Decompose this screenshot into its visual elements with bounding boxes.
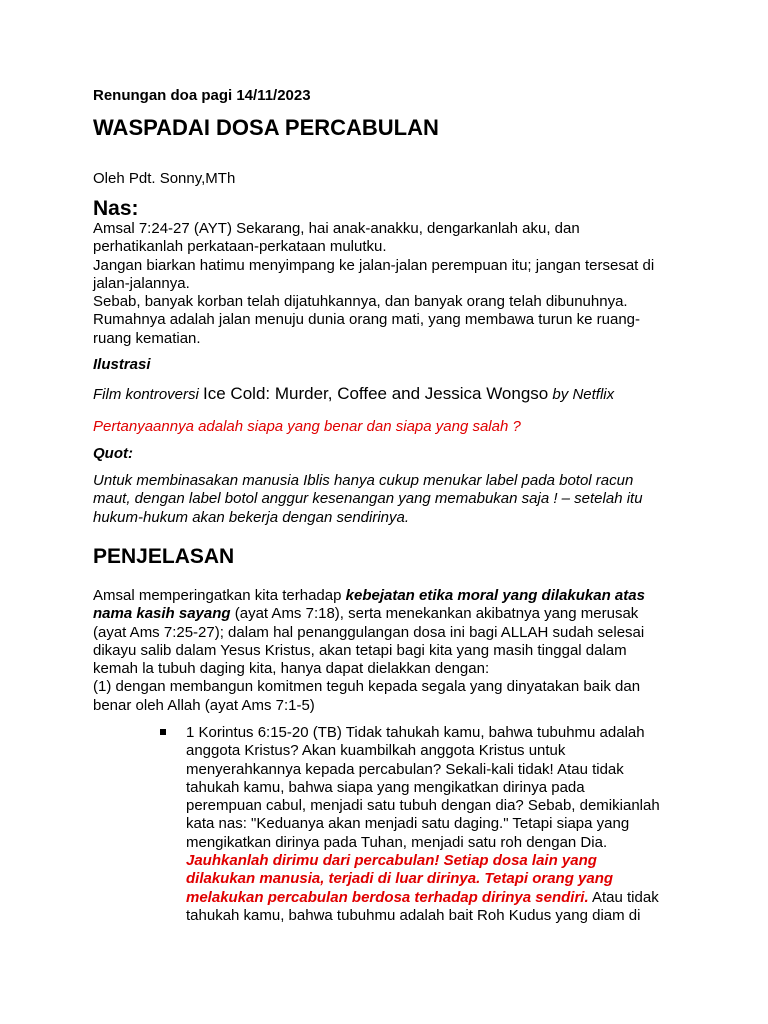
penjelasan-line: [93, 587, 683, 605]
penjelasan-line: [93, 605, 683, 623]
nas-line: ruang kematian.: [93, 329, 201, 347]
penjelasan-heading: PENJELASAN: [93, 545, 235, 568]
ilustrasi-line: [93, 384, 614, 404]
quot-heading: Quot:: [93, 445, 133, 462]
nas-line: Jangan biarkan hatimu menyimpang ke jalan-jalan perempuan itu; jangan tersesat di: [93, 256, 655, 274]
penjelasan-line: kemah la tubuh daging kita, hanya dapat dielakkan dengan:: [93, 660, 490, 678]
ilustrasi-prefix: Film kontroversi: [93, 386, 204, 403]
page-title: WASPADAI DOSA PERCABULAN: [93, 115, 439, 140]
bullet-line: 1 Korintus 6:15-20 (TB) Tidak tahukah kamu, bahwa tubuhmu adalah: [186, 724, 645, 741]
bullet-emphasis-line: dilakukan manusia, terjadi di luar dirinya. Tetapi orang yang: [186, 870, 614, 888]
penjelasan-plain: Amsal memperingatkan kita terhadap: [93, 587, 346, 604]
nas-line: Rumahnya adalah jalan menuju dunia orang mati, yang membawa turun ke ruang-: [93, 311, 640, 329]
penjelasan-line: benar oleh Allah (ayat Ams 7:1-5): [93, 696, 315, 714]
quot-line: Untuk membinasakan manusia Iblis hanya cukup menukar label pada botol racun: [93, 472, 634, 489]
ilustrasi-suffix: by Netflix: [548, 386, 615, 403]
penjelasan-line: (1) dengan membangun komitmen teguh kepada segala yang dinyatakan baik dan: [93, 678, 641, 696]
quot-line: maut, dengan label botol anggur kesenangan yang memabukan saja ! – setelah itu: [93, 490, 643, 508]
author-line: Oleh Pdt. Sonny,MTh: [93, 170, 236, 187]
bullet-after-emphasis: Atau tidak: [588, 888, 659, 906]
quot-line: hukum-hukum akan bekerja dengan sendirinya.: [93, 508, 410, 526]
ilustrasi-heading: Ilustrasi: [93, 356, 151, 373]
penjelasan-emphasis: kebejatan etika moral yang dilakukan atas: [345, 587, 645, 604]
bullet-line: kata nas: "Keduanya akan menjadi satu daging." Tetapi siapa yang: [186, 815, 630, 833]
bullet-emphasis-line: melakukan percabulan berdosa terhadap dirinya sendiri.: [186, 888, 589, 906]
bullet-text: [186, 724, 676, 925]
bullet-line: anggota Kristus? Akan kuambilkah anggota Kristus untuk: [186, 742, 566, 760]
devotion-date-subtitle: Renungan doa pagi 14/11/2023: [93, 87, 311, 104]
bullet-line: menyerahkannya kepada percabulan? Sekali-kali tidak! Atau tidak: [186, 760, 624, 778]
nas-line: Sebab, banyak korban telah dijatuhkannya, dan banyak orang telah dibunuhnya.: [93, 293, 628, 311]
bullet-line: tahukah kamu, bahwa siapa yang mengikatkan dirinya pada: [186, 778, 585, 796]
bullet-line: perempuan cabul, menjadi satu tubuh dengan dia? Sebab, demikianlah: [186, 797, 660, 815]
penjelasan-line: (ayat Ams 7:25-27); dalam hal penanggulangan dosa ini bagi ALLAH sudah selesai: [93, 623, 645, 641]
nas-passage: [93, 220, 683, 348]
film-title: Ice Cold: Murder, Coffee and Jessica Wongso: [203, 384, 549, 403]
nas-line: jalan-jalannya.: [93, 274, 190, 292]
bullet-line: mengikatkan dirinya pada Tuhan, menjadi satu roh dengan Dia.: [186, 833, 608, 851]
quot-text: [93, 472, 683, 527]
nas-line: Amsal 7:24-27 (AYT) Sekarang, hai anak-anakku, dengarkanlah aku, dan: [93, 220, 580, 237]
bullet-emphasis-line: Jauhkanlah dirimu dari percabulan! Setiap dosa lain yang: [186, 852, 597, 870]
bullet-square-icon: [160, 729, 166, 735]
penjelasan-text: [93, 587, 683, 715]
penjelasan-line: dikayu salib dalam Yesus Kristus, akan tetapi bagi kita yang masih tinggal dalam: [93, 641, 627, 659]
bullet-line: tahukah kamu, bahwa tubuhmu adalah bait Roh Kudus yang diam di: [186, 906, 641, 924]
ilustrasi-question: Pertanyaannya adalah siapa yang benar dan siapa yang salah ?: [93, 418, 521, 435]
bullet-line: [186, 889, 676, 907]
nas-line: perhatikanlah perkataan-perkataan mulutku.: [93, 238, 387, 256]
nas-heading: Nas:: [93, 197, 139, 220]
penjelasan-emphasis: nama kasih sayang: [93, 605, 231, 623]
penjelasan-plain: (ayat Ams 7:18), serta menekankan akibatnya yang merusak: [230, 605, 639, 623]
